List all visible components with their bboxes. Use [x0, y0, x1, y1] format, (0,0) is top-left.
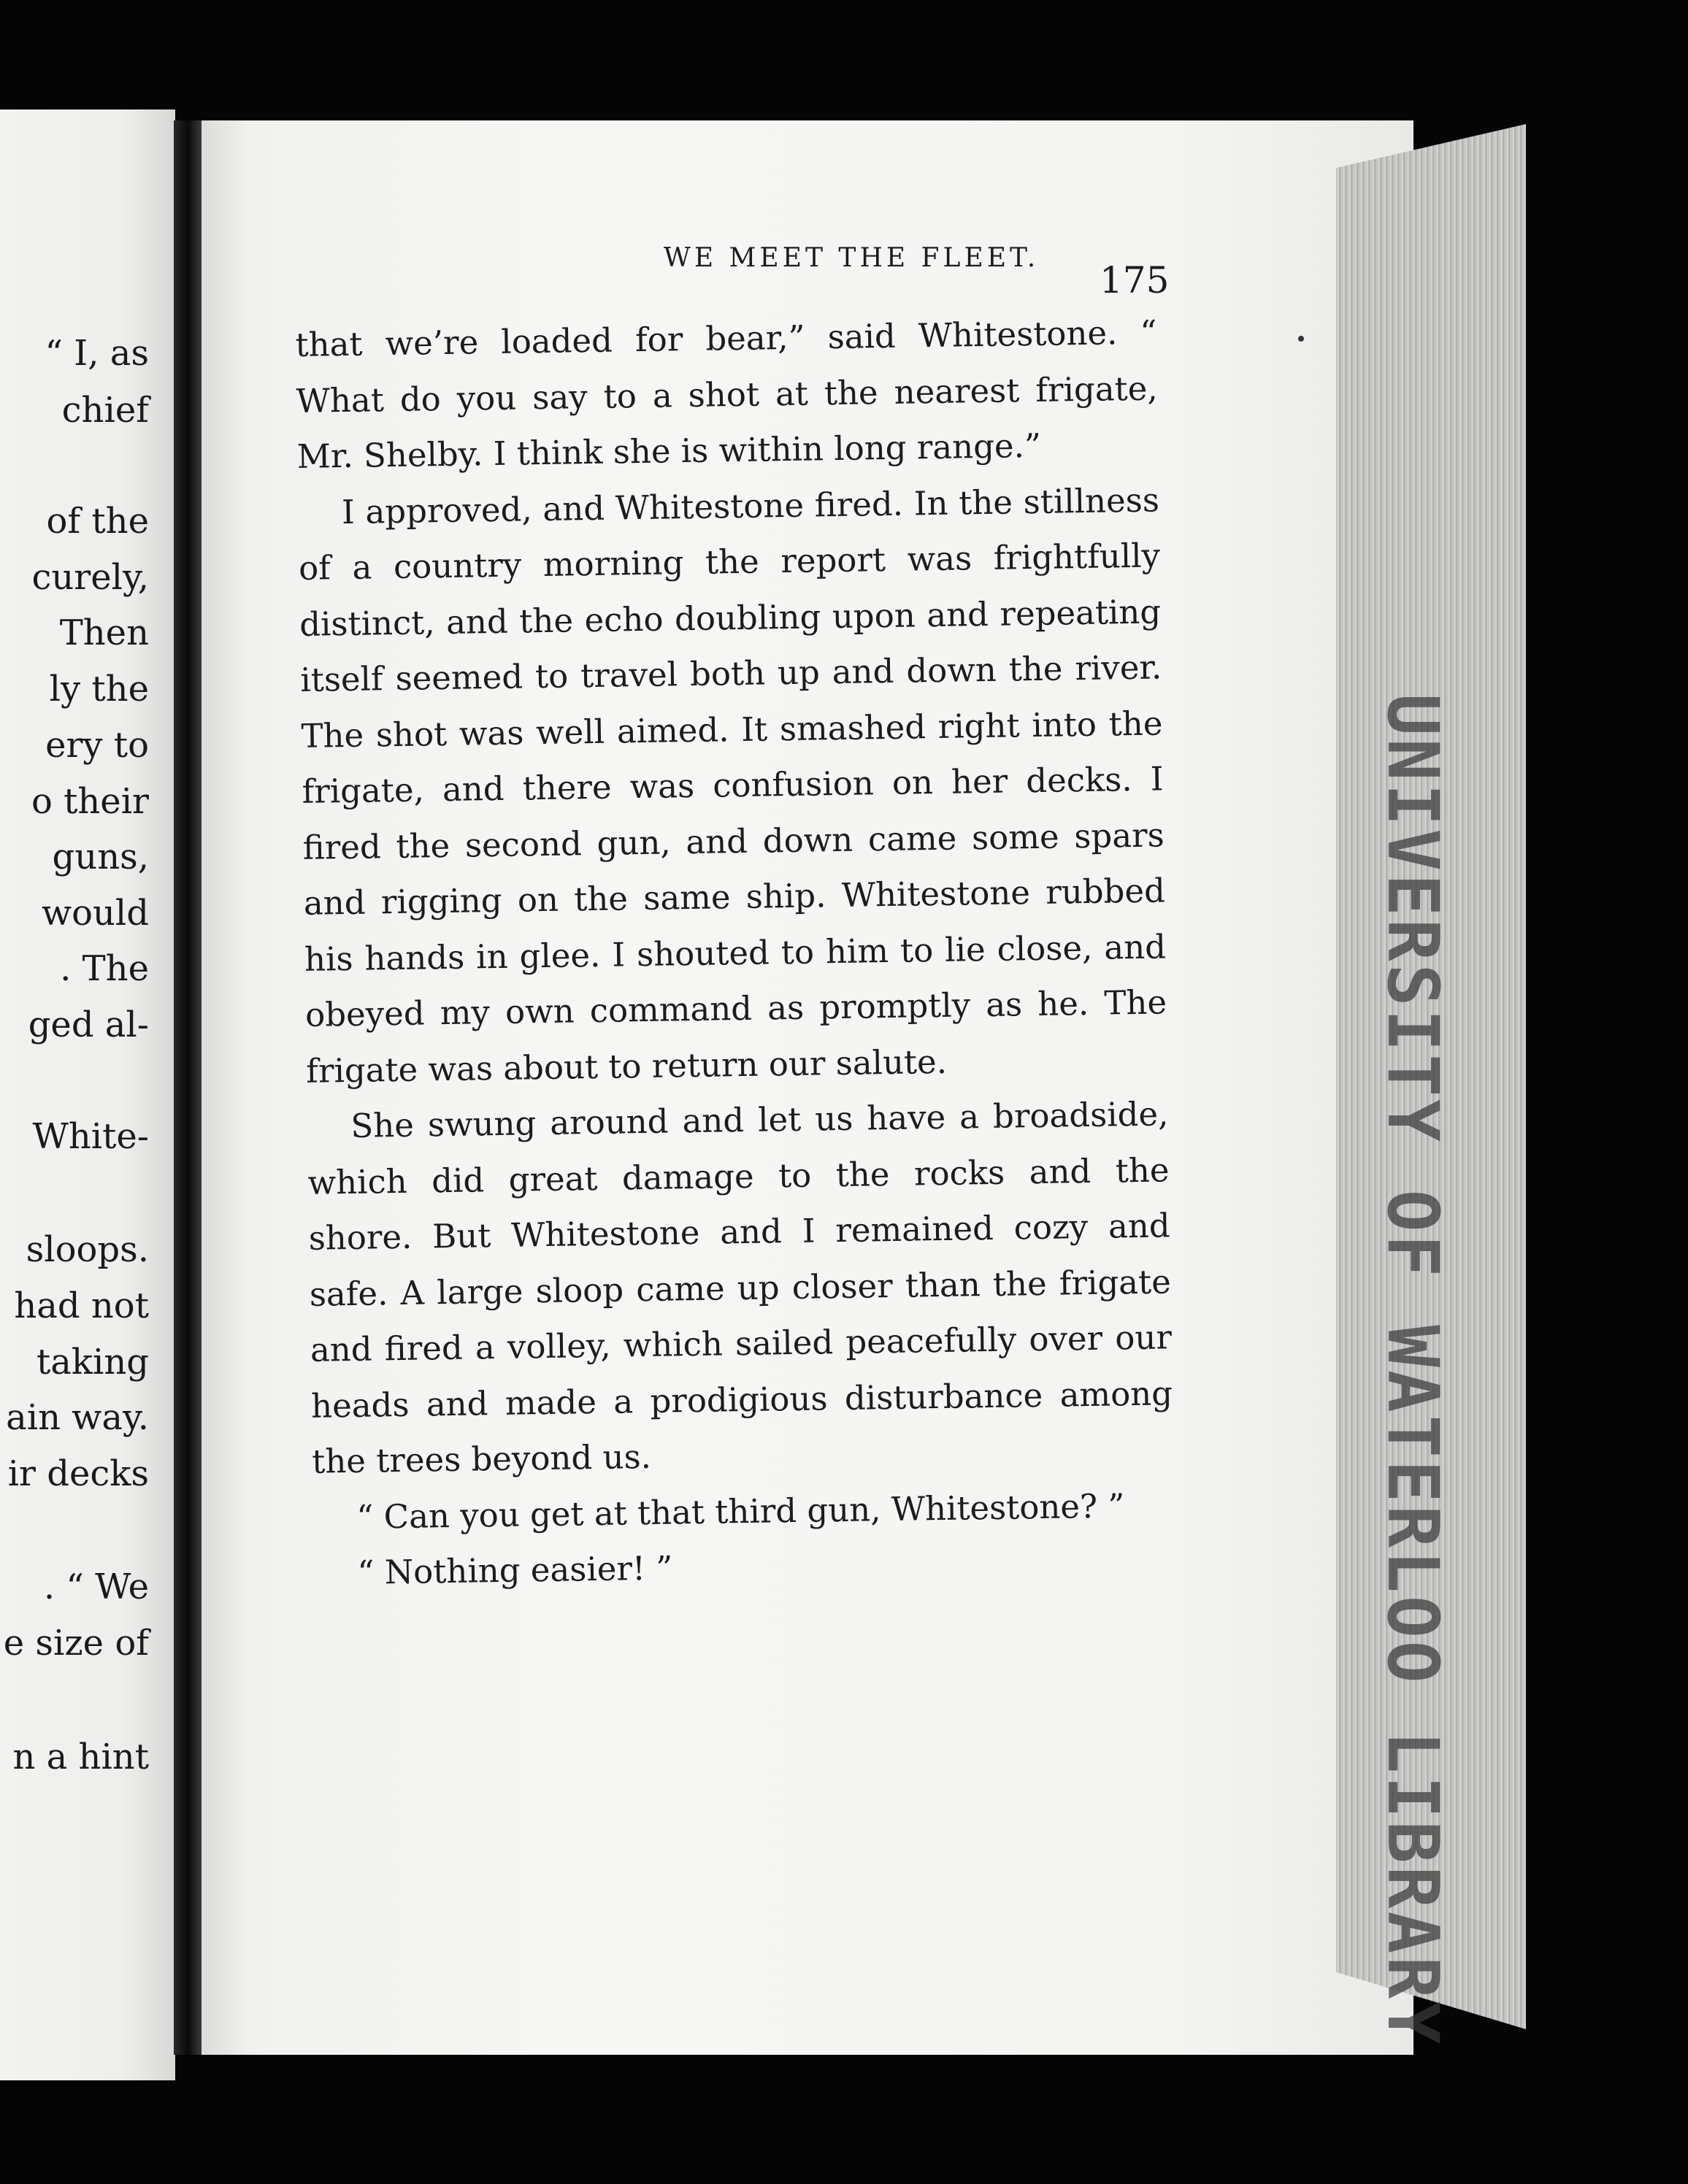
left-line: ir decks	[7, 1453, 149, 1494]
left-line: ged al-	[28, 1004, 149, 1045]
left-line: o their	[31, 781, 149, 822]
body-text	[295, 304, 1175, 1602]
left-line: had not	[14, 1285, 149, 1326]
left-line: e size of	[3, 1623, 149, 1664]
left-line: “ I, as	[45, 333, 149, 374]
left-line: ly the	[49, 669, 149, 710]
paragraph: I approved, and Whitestone fired. In the stillness of a country morning the report was frightfully distinct, and the echo doubling upon and repeating itself seemed to travel both up and down the river. The shot was well aimed. It smashed right into the frigate, and there was confusion on her decks. I fired the second gun, and down came some spars and rigging on the same ship. Whitestone rubbed his hands in glee. I shouted to him to lie close, and obeyed my own command as promptly as he. The frigate was about to return our salute.	[298, 480, 1167, 1091]
running-head: WE MEET THE FLEET.	[663, 243, 1040, 273]
paragraph: She swung around and let us have a broadside, which did great damage to the rocks and the shore. But Whitestone and I remained cozy and safe. A large sloop came up closer than the frigate and fired a volley, which sailed peacefully over our heads and made a prodigious disturbance among the trees beyond us.	[307, 1094, 1173, 1481]
left-line: guns,	[52, 837, 149, 877]
left-line: Then	[59, 612, 149, 653]
left-line: ain way.	[6, 1397, 149, 1438]
paragraph: that we’re loaded for bear,” said Whitestone. “ What do you say to a shot at the nearest frigate, Mr. Shelby. I think she is within long range.”	[295, 312, 1158, 476]
left-line: curely,	[31, 557, 149, 598]
paragraph: “ Nothing easier! ”	[357, 1548, 673, 1592]
book-gutter	[174, 120, 202, 2055]
left-line: . “ We	[43, 1566, 149, 1607]
page-number: 175	[1100, 259, 1170, 301]
left-line: chief	[61, 390, 149, 431]
left-line: n a hint	[12, 1737, 149, 1777]
left-line: of the	[46, 501, 149, 542]
right-page	[202, 120, 1413, 2055]
left-line: would	[42, 893, 149, 934]
left-line: White-	[32, 1116, 149, 1157]
speck	[1298, 336, 1304, 342]
left-line: sloops.	[26, 1229, 149, 1270]
left-line: . The	[60, 948, 149, 989]
library-stamp: UNIVERSITY OF WATERLOO LIBRARY	[1372, 693, 1454, 2047]
paragraph: “ Can you get at that third gun, Whitestone? ”	[356, 1485, 1125, 1537]
left-line: taking	[37, 1342, 149, 1383]
left-line: ery to	[45, 725, 149, 766]
left-facing-page	[0, 109, 175, 2080]
